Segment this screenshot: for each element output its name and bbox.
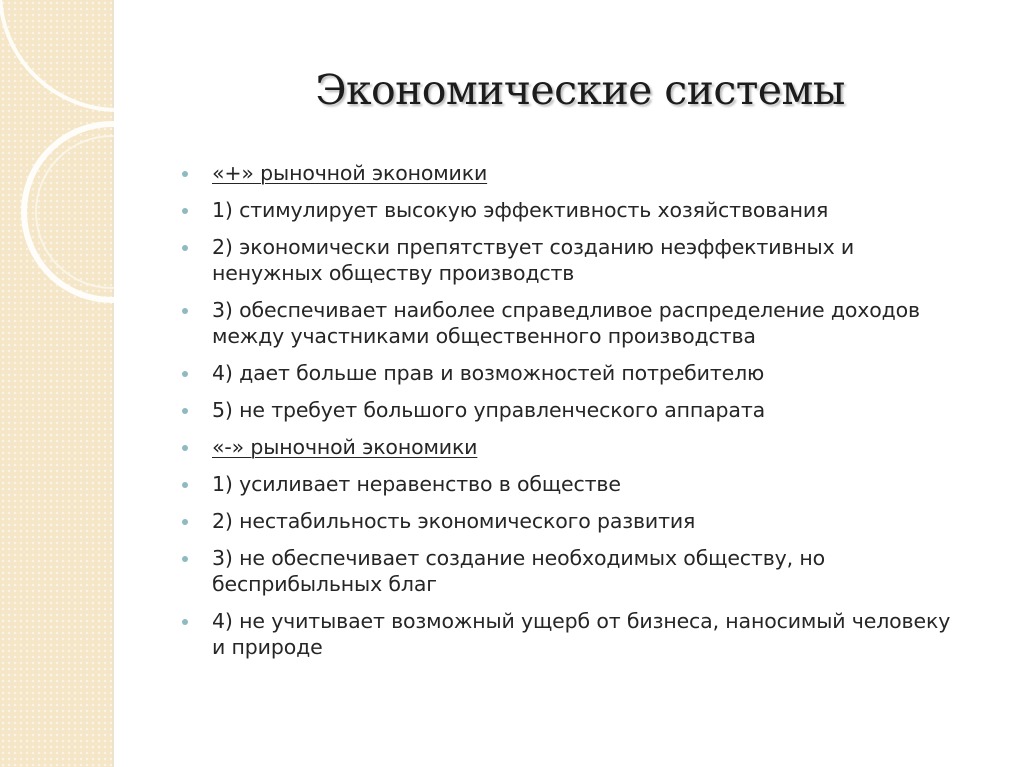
bullet-icon: [182, 556, 188, 562]
bullet-icon: [182, 482, 188, 488]
bullet-icon: [182, 308, 188, 314]
list-item-text: 2) экономически препятствует созданию неэффективных и ненужных обществу производств: [212, 235, 855, 285]
list-item: [182, 360, 962, 386]
bullet-icon: [182, 171, 188, 177]
list-item: [182, 297, 962, 349]
list-item-text: 4) не учитывает возможный ущерб от бизнеса, наносимый человеку и природе: [212, 609, 951, 659]
list-item-text: «-» рыночной экономики: [212, 435, 478, 459]
bullet-icon: [182, 519, 188, 525]
list-item: [182, 160, 962, 186]
list-item-text: 3) обеспечивает наиболее справедливое распределение доходов между участниками общественного производства: [212, 298, 920, 348]
bullet-icon: [182, 408, 188, 414]
bullet-icon: [182, 445, 188, 451]
list-item: [182, 397, 962, 423]
list-item: [182, 545, 962, 597]
list-item-text: 3) не обеспечивает создание необходимых обществу, но бесприбыльных благ: [212, 546, 826, 596]
bullet-icon: [182, 371, 188, 377]
list-item-text: 5) не требует большого управленческого аппарата: [212, 398, 766, 422]
list-item: [182, 434, 962, 460]
list-item-text: 4) дает больше прав и возможностей потребителю: [212, 361, 765, 385]
list-item-text: 1) усиливает неравенство в обществе: [212, 472, 621, 496]
list-item: [182, 608, 962, 660]
bullet-icon: [182, 619, 188, 625]
list-item: [182, 197, 962, 223]
list-item: [182, 234, 962, 286]
bullet-icon: [182, 245, 188, 251]
bullet-list: [182, 160, 962, 671]
bullet-icon: [182, 208, 188, 214]
list-item-text: «+» рыночной экономики: [212, 161, 488, 185]
list-item-text: 2) нестабильность экономического развития: [212, 509, 696, 533]
list-item: [182, 471, 962, 497]
slide-title: Экономические системы: [315, 66, 845, 114]
list-item-text: 1) стимулирует высокую эффективность хозяйствования: [212, 198, 829, 222]
list-item: [182, 508, 962, 534]
